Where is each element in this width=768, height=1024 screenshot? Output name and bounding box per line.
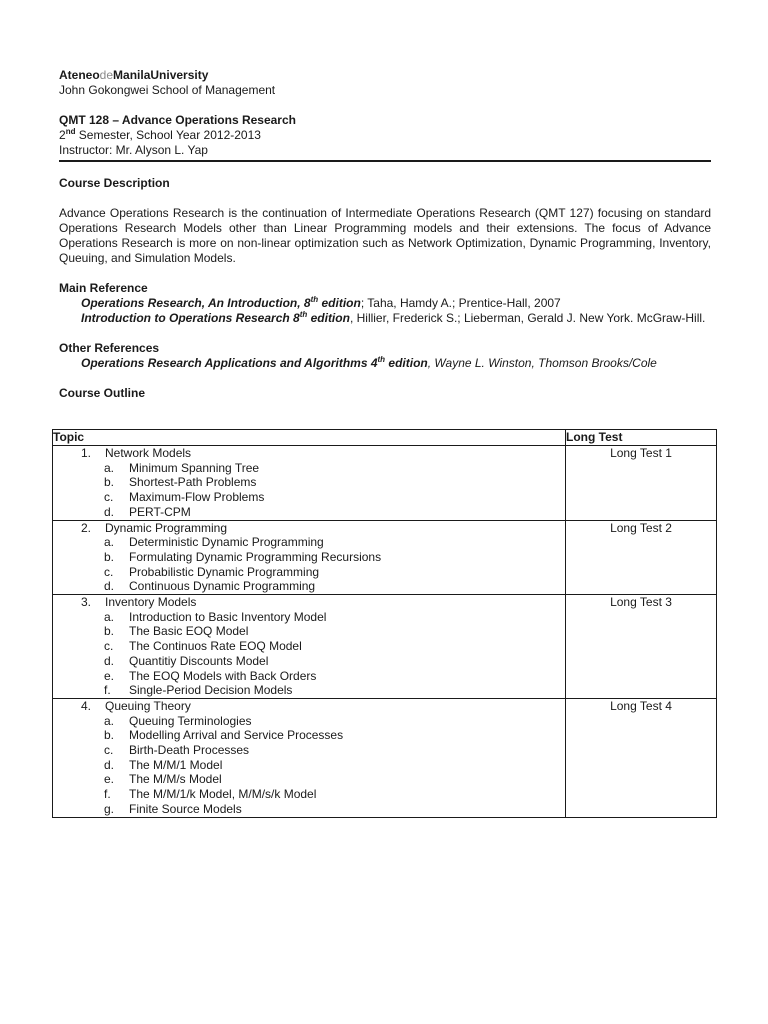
subtopic-letter: d. — [104, 504, 115, 519]
main-reference-1-details: ; Taha, Hamdy A.; Prentice-Hall, 2007 — [360, 296, 561, 310]
subtopic-letter: a. — [104, 713, 115, 728]
university-name — [59, 68, 711, 83]
subtopic-letter: b. — [104, 728, 115, 743]
list-item — [53, 610, 565, 625]
subtopic-text: The Continuos Rate EOQ Model — [129, 639, 302, 654]
semester-line — [59, 128, 711, 143]
subtopic-letter: e. — [104, 772, 115, 787]
main-reference-heading: Main Reference — [59, 281, 148, 295]
main-reference-1-title: Operations Research, An Introduction, 8 — [81, 296, 311, 310]
list-item — [53, 743, 565, 758]
table-header-row — [53, 430, 717, 446]
semester-number: 2 — [59, 128, 66, 142]
course-title: QMT 128 – Advance Operations Research — [59, 113, 296, 127]
topic-title — [53, 521, 565, 536]
list-item — [53, 579, 565, 594]
topic-title-text: Dynamic Programming — [105, 520, 228, 535]
list-item — [53, 505, 565, 520]
main-reference-1-sup: th — [310, 295, 319, 304]
subtopic-letter: d. — [104, 579, 115, 594]
subtopic-letter: f. — [104, 787, 111, 802]
subtopic-letter: g. — [104, 801, 115, 816]
school-name: John Gokongwei School of Management — [59, 83, 276, 97]
list-item — [53, 639, 565, 654]
subtopic-text: The Basic EOQ Model — [129, 624, 249, 639]
list-item — [53, 565, 565, 580]
topic-title — [53, 446, 565, 461]
list-item — [53, 728, 565, 743]
subtopic-letter: d. — [104, 653, 115, 668]
topic-cell — [53, 446, 566, 521]
topic-title-text: Network Models — [105, 446, 192, 460]
list-item — [53, 535, 565, 550]
list-item — [53, 802, 565, 817]
subtopic-text: The EOQ Models with Back Orders — [129, 668, 317, 683]
course-description-heading: Course Description — [59, 176, 170, 190]
long-test-cell: Long Test 4 — [566, 698, 717, 817]
list-item — [53, 669, 565, 684]
subtopic-text: Queuing Terminologies — [129, 713, 252, 728]
topic-number: 4. — [81, 698, 92, 713]
subtopic-text: Formulating Dynamic Programming Recursions — [129, 549, 382, 564]
other-reference-1-edition: edition — [385, 356, 428, 370]
other-reference-1-sup: th — [377, 355, 386, 364]
long-test-cell: Long Test 3 — [566, 595, 717, 699]
subtopic-letter: c. — [104, 743, 114, 758]
subtopic-text: The M/M/s Model — [129, 772, 222, 787]
other-reference-1-title: Operations Research Applications and Algorithms 4 — [81, 356, 378, 370]
main-reference-2 — [59, 311, 711, 326]
topic-cell — [53, 595, 566, 699]
topic-title — [53, 699, 565, 714]
subtopic-text: The M/M/1/k Model, M/M/s/k Model — [129, 787, 317, 802]
subtopic-letter: d. — [104, 757, 115, 772]
subtopic-text: Maximum-Flow Problems — [129, 490, 265, 505]
other-references-heading: Other References — [59, 341, 160, 355]
subtopic-letter: b. — [104, 549, 115, 564]
university-name-part2: de — [99, 68, 114, 82]
topic-title — [53, 595, 565, 610]
topic-number: 3. — [81, 595, 92, 610]
course-description-text: Advance Operations Research is the continuation of Intermediate Operations Research (QMT 127) focusing on standard Operations Research Models other than Linear Programming models and their extensions. The focus of Advance Operations Research is more on non-linear optimization such as Network Optimization, Dynamic Programming, Inventory, Queuing, and Simulation Models. — [59, 206, 711, 265]
subtopic-text: Quantitiy Discounts Model — [129, 653, 269, 668]
subtopic-letter: e. — [104, 668, 115, 683]
subtopic-text: Modelling Arrival and Service Processes — [129, 728, 344, 743]
subtopic-letter: b. — [104, 624, 115, 639]
subtopic-letter: a. — [104, 609, 115, 624]
list-item — [53, 654, 565, 669]
subtopic-text: Deterministic Dynamic Programming — [129, 535, 324, 550]
header-divider — [59, 160, 711, 162]
instructor-line: Instructor: Mr. Alyson L. Yap — [59, 143, 208, 157]
document-header — [59, 68, 711, 158]
list-item — [53, 772, 565, 787]
list-item — [53, 624, 565, 639]
university-name-part3: ManilaUniversity — [113, 68, 209, 82]
subtopic-text: The M/M/1 Model — [129, 757, 223, 772]
subtopic-text: Single-Period Decision Models — [129, 683, 293, 698]
topic-cell — [53, 698, 566, 817]
main-reference-2-title: Introduction to Operations Research 8 — [81, 311, 300, 325]
main-reference-2-details: , Hillier, Frederick S.; Lieberman, Gerald J. New York. McGraw-Hill. — [349, 311, 706, 325]
column-header-long-test: Long Test — [566, 430, 717, 446]
list-item — [53, 683, 565, 698]
semester-suffix: nd — [65, 127, 76, 136]
subtopic-text: Probabilistic Dynamic Programming — [129, 564, 320, 579]
subtopic-letter: a. — [104, 535, 115, 550]
university-name-part1: Ateneo — [59, 68, 100, 82]
subtopic-text: PERT-CPM — [129, 504, 191, 519]
list-item — [53, 461, 565, 476]
long-test-cell: Long Test 2 — [566, 520, 717, 595]
table-row — [53, 698, 717, 817]
topic-title-text: Inventory Models — [105, 595, 197, 610]
subtopic-letter: f. — [104, 683, 111, 698]
main-reference-1 — [59, 296, 711, 311]
semester-text: Semester, School Year 2012-2013 — [75, 128, 261, 142]
subtopic-letter: a. — [104, 460, 115, 475]
other-reference-1-details: , Wayne L. Winston, Thomson Brooks/Cole — [427, 356, 657, 370]
list-item — [53, 714, 565, 729]
topic-number: 2. — [81, 520, 92, 535]
document-body — [59, 176, 711, 401]
subtopic-letter: b. — [104, 475, 115, 490]
table-row — [53, 446, 717, 521]
subtopic-text: Birth-Death Processes — [129, 743, 250, 758]
long-test-cell: Long Test 1 — [566, 446, 717, 521]
column-header-topic: Topic — [53, 430, 566, 446]
main-reference-1-edition: edition — [318, 296, 361, 310]
list-item — [53, 490, 565, 505]
course-outline-body — [53, 446, 717, 818]
list-item — [53, 787, 565, 802]
main-reference-2-sup: th — [299, 310, 308, 319]
main-reference-2-edition: edition — [307, 311, 350, 325]
topic-title-text: Queuing Theory — [105, 698, 191, 713]
subtopic-text: Introduction to Basic Inventory Model — [129, 609, 327, 624]
topic-number: 1. — [81, 446, 92, 460]
list-item — [53, 758, 565, 773]
subtopic-letter: c. — [104, 490, 114, 505]
topic-cell — [53, 520, 566, 595]
subtopic-letter: c. — [104, 564, 114, 579]
other-reference-1 — [59, 356, 711, 371]
list-item — [53, 475, 565, 490]
table-row — [53, 595, 717, 699]
list-item — [53, 550, 565, 565]
subtopic-text: Continuous Dynamic Programming — [129, 579, 316, 594]
subtopic-letter: c. — [104, 639, 114, 654]
table-row — [53, 520, 717, 595]
subtopic-text: Finite Source Models — [129, 801, 242, 816]
subtopic-text: Shortest-Path Problems — [129, 475, 257, 490]
subtopic-text: Minimum Spanning Tree — [129, 460, 260, 475]
course-outline-heading: Course Outline — [59, 386, 146, 400]
course-outline-table — [52, 429, 717, 818]
